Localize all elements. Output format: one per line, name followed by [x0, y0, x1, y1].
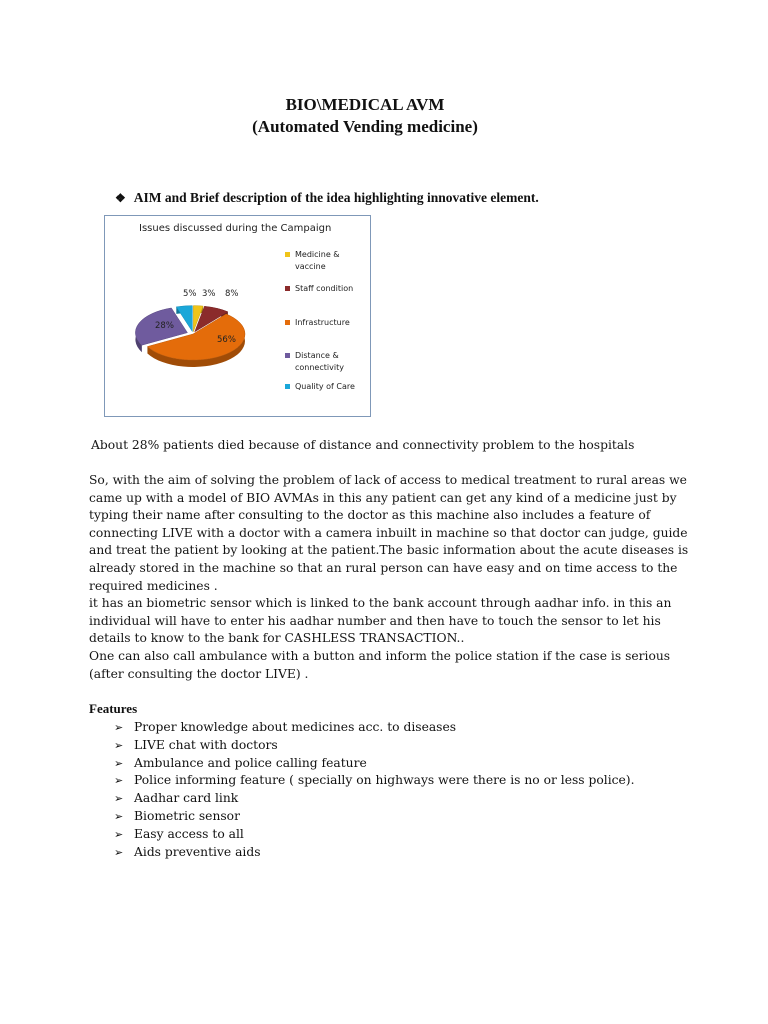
arrow-bullet-icon: ➢ — [114, 845, 124, 859]
feature-text: Easy access to all — [134, 826, 244, 841]
arrow-bullet-icon: ➢ — [114, 827, 124, 841]
pie-data-label: 56% — [217, 335, 236, 345]
list-item — [114, 790, 635, 808]
legend-item — [285, 317, 365, 329]
paragraph-line: and treat the patient by looking at the patient.The basic information about the acute diseases is — [89, 543, 689, 558]
diamond-bullet-icon: ❖ — [115, 190, 126, 205]
pie-data-label: 5% — [183, 289, 197, 299]
legend-label: Quality of Care — [295, 382, 355, 391]
arrow-bullet-icon: ➢ — [114, 721, 124, 734]
arrow-bullet-icon: ➢ — [114, 756, 124, 770]
legend-swatch — [285, 353, 290, 358]
feature-text: Biometric sensor — [134, 808, 240, 823]
document-subtitle: (Automated Vending medicine) — [252, 117, 478, 136]
feature-text: LIVE chat with doctors — [134, 737, 278, 752]
legend-item — [285, 249, 365, 273]
arrow-bullet-icon: ➢ — [114, 809, 124, 823]
about-paragraph: About 28% patients died because of distance and connectivity problem to the hospitals — [91, 438, 635, 452]
paragraph-line: (after consulting the doctor LIVE) . — [89, 666, 309, 681]
aim-heading — [115, 190, 539, 206]
aim-text: AIM and Brief description of the idea highlighting innovative element. — [133, 190, 539, 205]
paragraph-line: required medicines . — [89, 578, 218, 593]
paragraph-line: it has an biometric sensor which is linked to the bank account through aadhar info. in this an — [89, 596, 672, 611]
list-item — [114, 826, 635, 844]
feature-text: Proper knowledge about medicines acc. to diseases — [134, 720, 457, 734]
arrow-bullet-icon: ➢ — [114, 738, 124, 752]
paragraph-line: individual will have to enter his aadhar number and then have to touch the sensor to let his — [89, 613, 661, 628]
pie-chart-svg — [105, 216, 285, 416]
legend-swatch — [285, 286, 290, 291]
legend-item — [285, 283, 365, 295]
pie-data-label: 28% — [155, 321, 174, 331]
legend-label: Staff condition — [295, 284, 354, 293]
paragraph-line: connecting LIVE with a doctor with a camera inbuilt in machine so that doctor can judge, guide — [89, 525, 688, 540]
list-item — [114, 772, 635, 790]
feature-text: Police informing feature ( specially on highways were there is no or less police). — [134, 773, 635, 788]
chart-title: Issues discussed during the Campaign — [139, 223, 332, 234]
feature-text: Aadhar card link — [134, 791, 239, 806]
legend-label: Distance & connectivity — [295, 351, 344, 372]
paragraph-line: So, with the aim of solving the problem of lack of access to medical treatment to rural areas we — [89, 473, 687, 487]
pie-data-label: 3% — [202, 289, 216, 299]
features-heading: Features — [89, 701, 138, 716]
legend-swatch — [285, 320, 290, 325]
pie-chart — [104, 215, 371, 417]
list-item — [114, 737, 635, 755]
description-paragraph — [89, 472, 689, 683]
arrow-bullet-icon: ➢ — [114, 774, 124, 788]
paragraph-line: details to know to the bank for CASHLESS TRANSACTION.. — [89, 631, 465, 646]
document-title: BIO\MEDICAL AVM — [285, 95, 445, 114]
feature-text: Ambulance and police calling feature — [134, 755, 367, 770]
legend-swatch — [285, 252, 290, 257]
list-item — [114, 755, 635, 773]
arrow-bullet-icon: ➢ — [114, 792, 124, 806]
pie-data-label: 8% — [225, 289, 239, 299]
features-list — [114, 719, 635, 861]
legend-item — [285, 381, 365, 393]
legend-label: Infrastructure — [295, 318, 350, 327]
legend-item — [285, 350, 365, 374]
legend-label: Medicine & vaccine — [295, 250, 340, 271]
paragraph-line: One can also call ambulance with a button and inform the police station if the case is serious — [89, 648, 671, 663]
list-item — [114, 719, 635, 737]
paragraph-line: already stored in the machine so that an rural person can have easy and on time access to the — [89, 560, 678, 575]
paragraph-line: typing their name after consulting to the doctor as this machine also includes a feature of — [89, 508, 651, 523]
list-item — [114, 844, 635, 862]
list-item — [114, 808, 635, 826]
paragraph-line: came up with a model of BIO AVMAs in this any patient can get any kind of a medicine just by — [89, 490, 677, 505]
feature-text: Aids preventive aids — [134, 844, 261, 859]
legend-swatch — [285, 384, 290, 389]
